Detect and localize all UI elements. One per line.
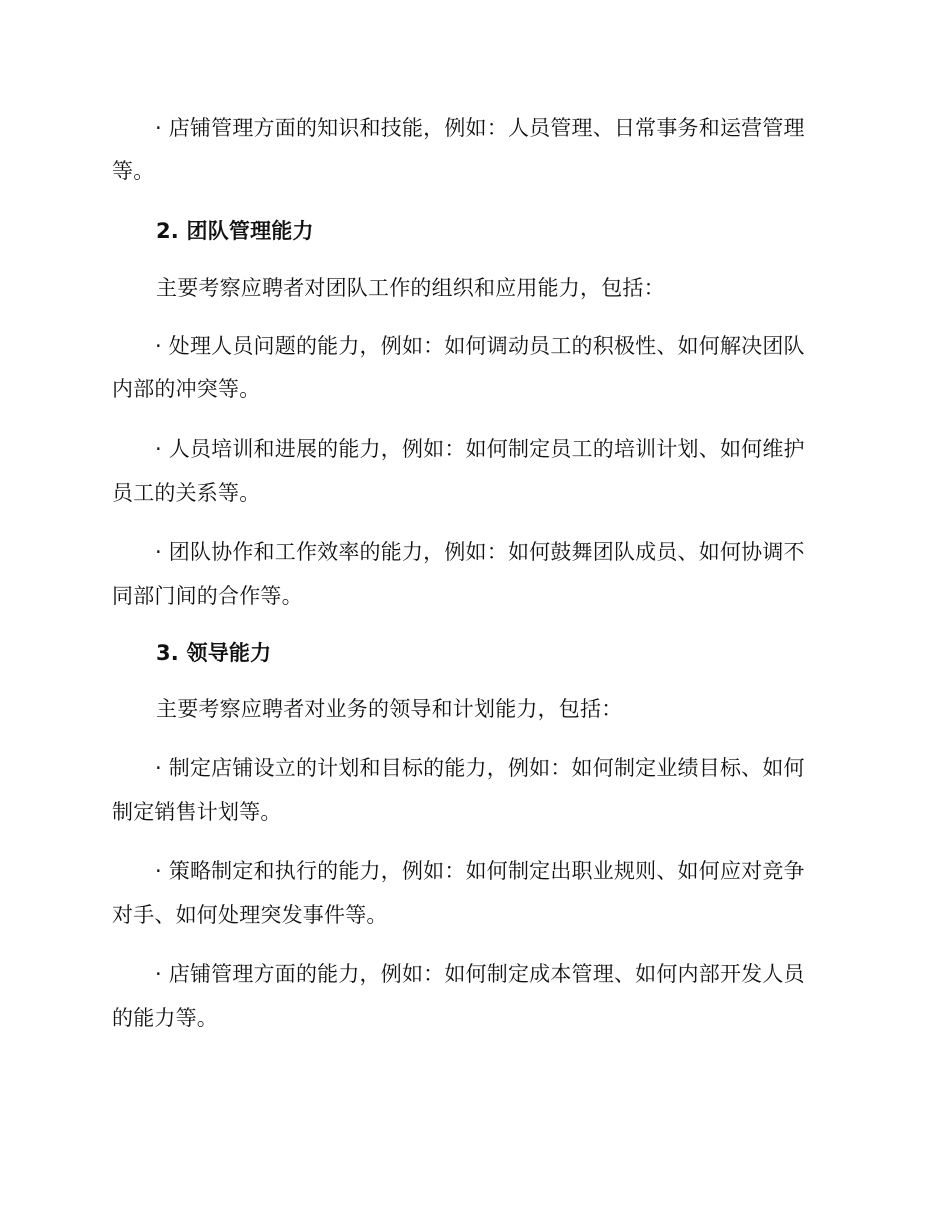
- bullet-store-knowledge-line-1: · 店铺管理方面的知识和技能，例如：人员管理、日常事务和运营管理: [155, 116, 805, 140]
- heading-team-management: 2. 团队管理能力: [156, 219, 314, 243]
- bullet-strategy-line-2: 对手、如何处理突发事件等。: [112, 903, 388, 927]
- bullet-strategy-line-1: · 策略制定和执行的能力，例如：如何制定出职业规则、如何应对竞争: [155, 859, 805, 883]
- bullet-personnel-issues-line-2: 内部的冲突等。: [112, 377, 261, 401]
- bullet-planning-line-1: · 制定店铺设立的计划和目标的能力，例如：如何制定业绩目标、如何: [155, 756, 805, 780]
- bullet-store-knowledge-line-2: 等。: [112, 159, 155, 183]
- intro-team-management: 主要考察应聘者对团队工作的组织和应用能力，包括：: [156, 276, 665, 300]
- bullet-planning-line-2: 制定销售计划等。: [112, 800, 282, 824]
- heading-leadership: 3. 领导能力: [156, 641, 272, 665]
- bullet-collaboration-line-1: · 团队协作和工作效率的能力，例如：如何鼓舞团队成员、如何协调不: [155, 540, 805, 564]
- bullet-personnel-issues-line-1: · 处理人员问题的能力，例如：如何调动员工的积极性、如何解决团队: [155, 334, 805, 358]
- bullet-store-ability-line-1: · 店铺管理方面的能力，例如：如何制定成本管理、如何内部开发人员: [155, 962, 805, 986]
- bullet-store-ability-line-2: 的能力等。: [112, 1006, 218, 1030]
- intro-leadership: 主要考察应聘者对业务的领导和计划能力，包括：: [156, 697, 623, 721]
- bullet-training-line-1: · 人员培训和进展的能力，例如：如何制定员工的培训计划、如何维护: [155, 437, 805, 461]
- bullet-training-line-2: 员工的关系等。: [112, 481, 261, 505]
- bullet-collaboration-line-2: 同部门间的合作等。: [112, 584, 303, 608]
